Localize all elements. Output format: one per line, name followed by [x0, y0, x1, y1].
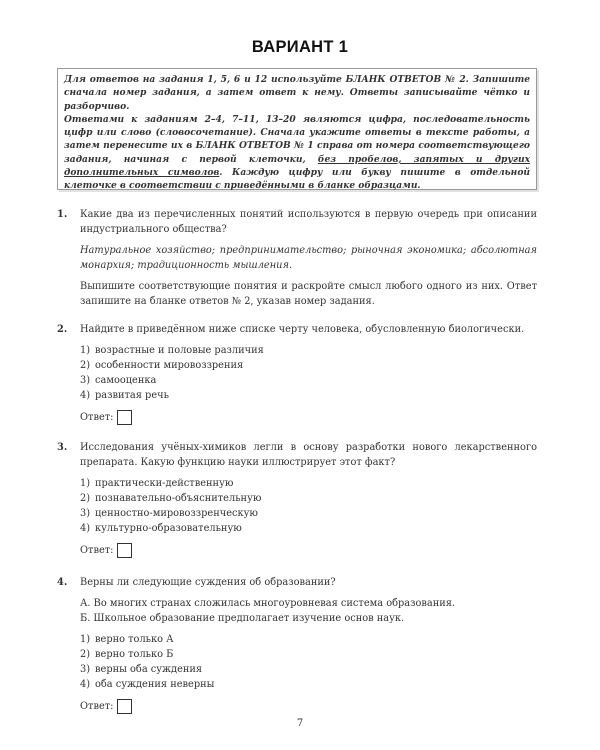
option-label: культурно-образовательную [95, 523, 242, 534]
option-2 [80, 491, 537, 506]
option-label: возрастные и половые различия [95, 345, 264, 356]
options-list [80, 343, 537, 403]
option-number: 3) [80, 664, 91, 675]
options-list [80, 476, 537, 536]
option-2 [80, 647, 537, 662]
option-number: 4) [80, 390, 91, 401]
answer-box[interactable] [117, 543, 132, 558]
question-number: 3. [57, 442, 68, 453]
option-label: ценностно-мировоззренческую [95, 508, 258, 519]
instructions-paragraph-2 [64, 113, 530, 193]
question-text: Найдите в приведённом ниже списке черту человека, обусловленную биологически. [80, 324, 525, 335]
option-4 [80, 521, 537, 536]
option-number: 2) [80, 493, 91, 504]
option-3 [80, 506, 537, 521]
option-number: 4) [80, 679, 91, 690]
instructions-paragraph-1: Для ответов на задания 1, 5, 6 и 12 используйте БЛАНК ОТВЕТОВ № 2. Запишите сначала номер задания, а затем ответ к нему. Ответы записывайте чётко и разборчиво. [64, 74, 530, 112]
option-label: практически-действенную [95, 478, 234, 489]
answer-row [80, 410, 537, 425]
options-list [80, 632, 537, 692]
option-number: 1) [80, 345, 91, 356]
option-number: 3) [80, 375, 91, 386]
page-number: 7 [296, 718, 304, 729]
answer-label: Ответ: [80, 412, 114, 423]
question-number: 2. [57, 324, 68, 335]
question-number: 1. [57, 209, 68, 220]
option-number: 1) [80, 478, 91, 489]
instructions-text: Ответами к заданиям 2–4, 7–11, 13–20 являются цифра, последовательность цифр или слово (словосочетание). Сначала укажите ответы в тексте работы, а затем перенесите их в БЛАНК ОТВЕТОВ № 1 справа от номера соответствующего задания, начиная с первой клеточки, [64, 113, 530, 165]
option-label: верно только Б [95, 649, 174, 660]
answer-box[interactable] [117, 410, 132, 425]
option-1 [80, 343, 537, 358]
question-number: 4. [57, 577, 68, 588]
option-3 [80, 662, 537, 677]
instructions-text: . Каждую цифру или букву пишите в отдельной клеточке в соответствии с приведёнными в бланке образцами. [64, 167, 530, 192]
option-label: верно только А [95, 634, 174, 645]
option-number: 2) [80, 649, 91, 660]
option-4 [80, 677, 537, 692]
option-2 [80, 358, 537, 373]
option-number: 3) [80, 508, 91, 519]
option-1 [80, 632, 537, 647]
option-4 [80, 388, 537, 403]
question-task: Выпишите соответствующие понятия и раскройте смысл любого одного из них. Ответ запишите на бланке ответов № 2, указав номер задания. [80, 281, 537, 307]
question-1 [57, 207, 537, 309]
option-1 [80, 476, 537, 491]
statement-a: А. Во многих странах сложилась многоуровневая система образования. [80, 598, 456, 609]
option-label: познавательно-объяснительную [95, 493, 262, 504]
option-label: верны оба суждения [95, 664, 203, 675]
question-terms: Натуральное хозяйство; предпринимательство; рыночная экономика; абсолютная монархия; традиционность мышления. [80, 245, 537, 271]
question-text: Верны ли следующие суждения об образовании? [80, 577, 336, 588]
question-text: Какие два из перечисленных понятий используются в первую очередь при описании индустриального общества? [80, 209, 537, 235]
question-text: Исследования учёных-химиков легли в основу разработки нового лекарственного препарата. Какую функцию науки иллюстрирует этот факт? [80, 442, 537, 468]
answer-box[interactable] [117, 699, 132, 714]
option-3 [80, 373, 537, 388]
question-4 [57, 575, 537, 714]
option-label: самооценка [95, 375, 157, 386]
question-2 [57, 322, 537, 425]
question-3 [57, 440, 537, 558]
answer-row [80, 699, 537, 714]
page-title: ВАРИАНТ 1 [251, 38, 349, 56]
option-number: 1) [80, 634, 91, 645]
option-number: 2) [80, 360, 91, 371]
option-number: 4) [80, 523, 91, 534]
answer-label: Ответ: [80, 545, 114, 556]
option-label: особенности мировоззрения [95, 360, 244, 371]
answer-label: Ответ: [80, 701, 114, 712]
instructions-box [57, 68, 537, 190]
answer-row [80, 543, 537, 558]
statement-b: Б. Школьное образование предполагает изучение основ наук. [80, 613, 405, 624]
option-label: оба суждения неверны [95, 679, 215, 690]
instructions-underlined-text: без пробелов, запятых и других дополнительных символов [64, 153, 531, 179]
option-label: развитая речь [95, 390, 169, 401]
